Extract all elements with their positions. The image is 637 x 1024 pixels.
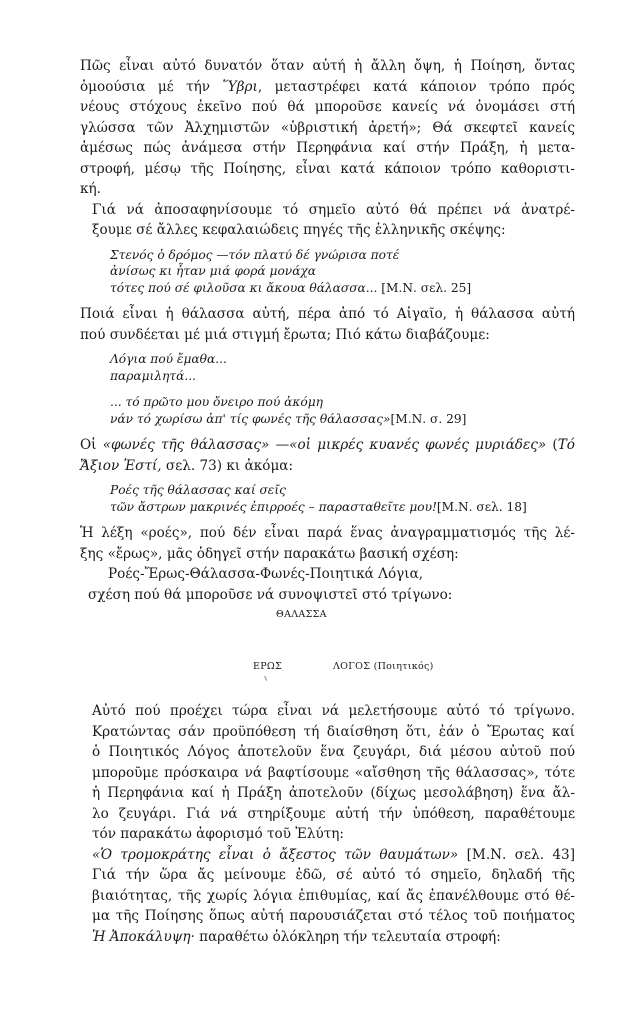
text-line: Γιά νά ἀποσαφηνίσουμε τό σημεῖο αὐτό θά πρέπει νά ἀνατρέ- — [92, 201, 575, 218]
text-line: Κρατώντας σάν προϋπόθεση τή διαίσθηση ὅτι, ἐάν ὁ Ἔρωτας καί — [92, 723, 575, 740]
poem-quote-2 — [110, 351, 575, 427]
paragraph-5 — [80, 523, 575, 564]
text-line: Οἱ «φωνές τῆς θάλασσας» —«οἱ μικρές κυανές φωνές μυριάδες» (Τό — [80, 437, 575, 453]
citation: [Μ.Ν. σελ. 18] — [436, 499, 527, 514]
text-line: Ἡ Ἀποκάλυψη· παραθέτω ὁλόκληρη τήν τελευταία στροφή: — [92, 928, 501, 945]
text-line: λο ζευγάρι. Γιά νά στηρίξουμε αὐτή τήν ὑπόθεση, παραθέτουμε — [92, 805, 575, 822]
paragraph-2 — [80, 200, 575, 241]
text-line: Αὐτό πού προέχει τώρα εἶναι νά μελετήσουμε αὐτό τό τρίγωνο. — [92, 703, 575, 719]
poem-title: Ἡ Ἀποκάλυψη· — [92, 928, 195, 945]
text-line: ἡ Περηφάνια καί ἡ Πράξη ἀποτελοῦν (δίχως μεσολάβηση) ἕνα ἄλ- — [92, 785, 575, 801]
paragraph-6 — [80, 701, 575, 845]
text-line: κή. — [80, 181, 101, 197]
relation-schema — [80, 564, 575, 605]
quote-line: Στενός ὁ δρόμος —τόν πλατύ δέ γνώρισα ποτέ — [110, 247, 400, 262]
text-line — [80, 845, 575, 866]
italic-term: Ὕβρι — [222, 78, 258, 95]
quote-line: ἀνίσως κι ἦταν μιά φορά μονάχα — [110, 264, 317, 278]
citation: [Μ.Ν. σ. 29] — [390, 411, 467, 426]
quote-line: παραμιλητά... — [110, 368, 196, 383]
text-line: Ἡ λέξη «ροές», πού δέν εἶναι παρά ἕνας ἀναγραμματισμός τῆς λέ- — [80, 525, 575, 541]
quote-line: Ροές τῆς θάλασσας καί σεῖς — [110, 483, 286, 497]
triangle-node-sea: ΘΑΛΑΣΣΑ — [276, 609, 327, 620]
text-line: βιαιότητας, τῆς χωρίς λόγια ἐπιθυμίας, καί ἄς ἐπανέλθουμε στό θέ- — [92, 887, 575, 904]
text-line: Πῶς εἶναι αὐτό δυνατόν ὅταν αὐτή ἡ ἄλλη ὄψη, ἡ Ποίηση, ὄντας — [80, 58, 575, 74]
pen-mark — [264, 674, 271, 681]
paragraph-3 — [80, 304, 575, 345]
text-line: Γιά τήν ὥρα ἄς μείνουμε ἐδῶ, σέ αὐτό τό σημεῖο, δηλαδή τῆς — [92, 867, 575, 883]
schema-line: Ροές-Ἔρως-Θάλασσα-Φωνές-Ποιητικά Λόγια, — [108, 566, 424, 582]
poem-quote-1 — [110, 247, 575, 297]
schema-line: σχέση πού θά μποροῦσε νά συνοψιστεῖ στό τρίγωνο: — [88, 586, 453, 603]
text-line: ξης «ἔρως», μᾶς ὁδηγεῖ στήν παρακάτω βασική σχέση: — [80, 545, 459, 562]
citation: [Μ.Ν. σελ. 25] — [381, 280, 472, 295]
citation: [Μ.Ν. σελ. 43] — [466, 846, 575, 863]
text-line: Ἄξιον Ἐστί, σελ. 73) κι ἀκόμα: — [80, 457, 294, 474]
text-line: ἀμέσως πώς ἀνάμεσα στήν Περηφάνια καί στήν Πράξη, ἡ μετα- — [80, 140, 575, 156]
quote-line: νάν τό χωρίσω ἀπ' τίς φωνές τῆς θάλασσας»[Μ.Ν. σ. 29] — [110, 411, 467, 426]
text-line: στροφή, μέσῳ τῆς Ποίησης, εἶναι κατά κάποιον τρόπο καθοριστι- — [80, 160, 575, 177]
quote-line: ... τό πρῶτο μου ὄνειρο πού ἀκόμη — [110, 395, 323, 409]
text-line: ξουμε σέ ἄλλες κεφαλαιώδεις πηγές τῆς ἑλληνικῆς σκέψης: — [92, 222, 506, 238]
triangle-node-eros: ΕΡΩΣ — [253, 661, 283, 672]
text-line: πού συνδέεται μέ μιά στιγμή ἔρωτα; Πιό κάτω διαβάζουμε: — [80, 326, 490, 343]
paragraph-1 — [80, 56, 575, 200]
text-line: Ποιά εἶναι ἡ θάλασσα αὐτή, πέρα ἀπό τό Αἰγαῖο, ἡ θάλασσα αὐτή — [80, 306, 575, 322]
poem-quote-3 — [110, 482, 575, 515]
text-line: τόν παρακάτω ἀφορισμό τοῦ Ἐλύτη: — [92, 826, 345, 842]
text-line: μποροῦμε πρόσκαιρα νά βαφτίσουμε «αἴσθηση τῆς θάλασσας», τότε — [92, 764, 575, 781]
quote-line: τότες πού σέ φιλοῦσα κι ἄκουα θάλασσα... [Μ.Ν. σελ. 25] — [110, 280, 472, 295]
paragraph-8 — [80, 865, 575, 947]
text-line: γλώσσα τῶν Ἀλχημιστῶν «ὑβριστική ἀρετή»; Θά σκεφτεῖ κανείς — [80, 119, 575, 136]
text-line: μα τῆς Ποίησης ὅπως αὐτή παρουσιάζεται στό τέλος τοῦ ποιήματος — [92, 908, 575, 924]
triangle-node-logos: ΛΟΓΟΣ (Ποιητικός) — [333, 661, 434, 672]
text-line: ὁμοούσια μέ τήν Ὕβρι, μεταστρέφει κατά κάποιον τρόπο πρός — [80, 78, 576, 95]
paragraph-4 — [80, 435, 575, 476]
text-line: ὁ Ποιητικός Λόγος ἀποτελοῦν ἕνα ζευγάρι, διά μέσου αὐτοῦ πού — [92, 744, 575, 760]
quote-line: Λόγια πού ἔμαθα... — [110, 352, 227, 366]
paragraph-7 — [80, 845, 575, 866]
quote-line: τῶν ἄστρων μακρινές ἐπιρροές – παρασταθεῖτε μου![Μ.Ν. σελ. 18] — [110, 499, 527, 514]
text-line: νέους στόχους ἐκεῖνο πού θά μποροῦσε κανείς νά ὀνομάσει στή — [80, 99, 575, 115]
aphorism: «Ὁ τρομοκράτης εἶναι ὁ ἄξεστος τῶν θαυμάτων» — [92, 846, 459, 863]
triangle-diagram — [80, 605, 575, 701]
